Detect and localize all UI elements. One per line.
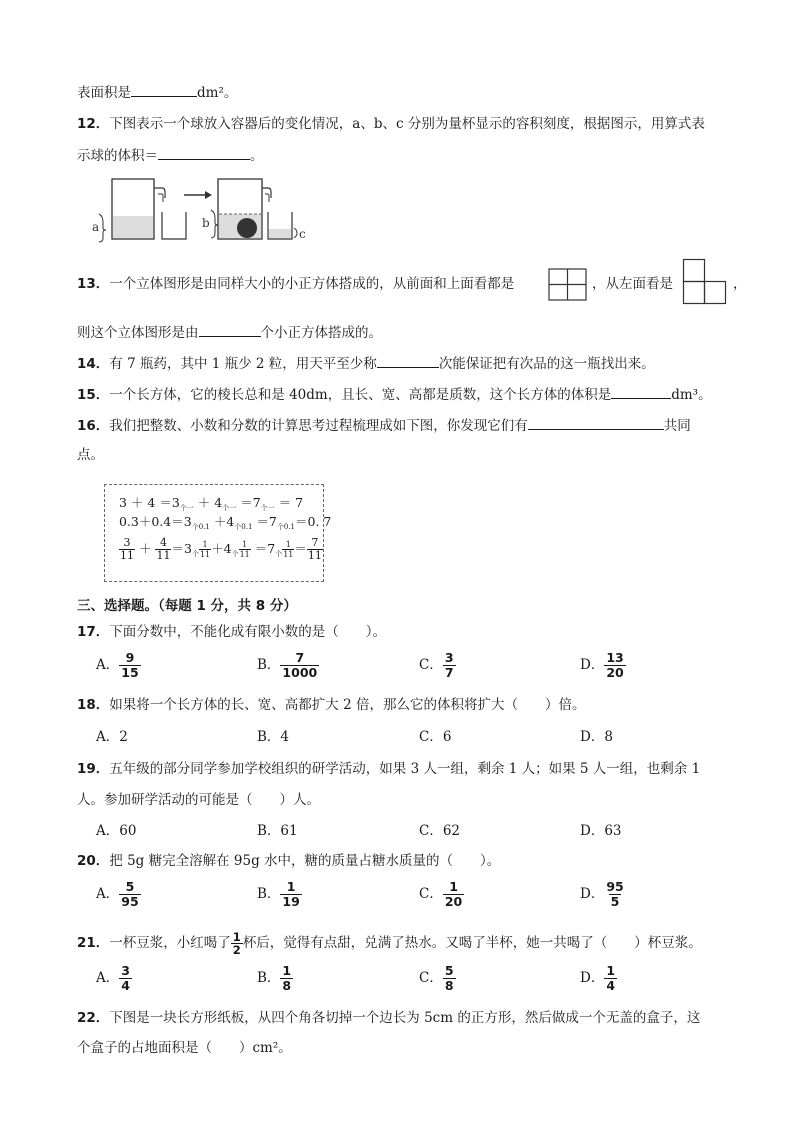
q22-line2 — [77, 1039, 292, 1057]
q13-text-3: ， — [733, 276, 747, 292]
opt-fraction — [443, 651, 456, 680]
q21 — [77, 931, 702, 956]
s2-den: 11 — [239, 550, 250, 559]
opt-label: A． — [96, 886, 120, 902]
q21-option-d[interactable] — [580, 964, 617, 993]
calc-r3-eq3: ＝ — [294, 541, 307, 556]
opt-label: B． — [257, 886, 281, 902]
container-before — [92, 179, 186, 242]
q13-text-5: 个小正方体搭成的。 — [260, 325, 382, 341]
num: 1 — [282, 963, 292, 978]
q18-option-c[interactable]: C．6 — [419, 729, 452, 745]
den: 4 — [606, 978, 616, 993]
container-after — [202, 179, 306, 241]
opt-label: D． — [580, 657, 605, 673]
q17 — [77, 623, 386, 641]
q19-option-a[interactable]: A．60 — [96, 823, 137, 839]
ball — [237, 218, 257, 238]
q12-line1 — [77, 115, 705, 133]
q16-answer-blank[interactable] — [528, 415, 664, 430]
opt-label: D． — [580, 970, 605, 986]
q12-text: 下图表示一个球放入容器后的变化情况，a、b、c 分别为量杯显示的容积刻度，根据图示，用算式表 — [109, 116, 705, 132]
opt-fraction — [119, 651, 140, 680]
q12-answer-blank[interactable] — [158, 145, 250, 160]
den: 1000 — [282, 665, 318, 680]
opt-label: A． — [96, 970, 120, 986]
num: 1 — [606, 963, 616, 978]
q20-option-a[interactable] — [96, 880, 141, 909]
opt-label: A． — [96, 657, 120, 673]
calc-r3-frac2 — [155, 537, 171, 562]
den: 5 — [610, 894, 620, 909]
section-3-heading: 三、选择题。（每题 1 分，共 8 分） — [77, 598, 297, 614]
q13-text-2-wrap — [592, 275, 673, 293]
q12-line2 — [77, 145, 264, 165]
calc-r3-s2 — [239, 540, 251, 559]
calc-r3-s1 — [199, 540, 211, 559]
q22-number: 22． — [77, 1010, 110, 1026]
calc-r3-u3: 个 — [275, 550, 283, 558]
den: 19 — [282, 894, 300, 909]
s3-num: 1 — [285, 540, 291, 549]
calc-r1-u1: 个一 — [179, 504, 194, 512]
s3-den: 11 — [283, 550, 294, 559]
q20 — [77, 852, 500, 870]
calc-r3-eq1: ＝3 — [171, 541, 192, 556]
q20-option-b[interactable] — [257, 880, 302, 909]
q21-option-a[interactable] — [96, 964, 132, 993]
den: 8 — [444, 978, 454, 993]
calc-r2-u2: 个0.1 — [234, 523, 253, 531]
q18-option-b[interactable]: B．4 — [257, 729, 290, 745]
q14 — [77, 353, 655, 373]
q22-line1 — [77, 1009, 700, 1027]
f2-den: 11 — [156, 549, 171, 562]
label-b: b — [202, 216, 210, 230]
calc-r3-s3 — [282, 540, 294, 559]
opt-fraction — [280, 651, 319, 680]
den: 20 — [606, 665, 624, 680]
den: 15 — [121, 665, 139, 680]
q13-text-2: ，从左面看是 — [592, 276, 673, 292]
q21-option-c[interactable] — [419, 964, 456, 993]
q15-unit: dm³。 — [671, 387, 712, 403]
q19-option-c[interactable]: C．62 — [419, 823, 461, 839]
q15-answer-blank[interactable] — [611, 384, 671, 399]
opt-fraction — [604, 651, 625, 680]
q22-text-2: 个盒子的占地面积是（ ）cm²。 — [77, 1040, 292, 1056]
q14-text-2: 次能保证把有次品的这一瓶找出来。 — [438, 356, 655, 372]
calc-row-fraction — [119, 537, 323, 562]
q20-number: 20． — [77, 853, 110, 869]
q13-text: 一个立体图形是由同样大小的小正方体搭成的，从前面和上面看都是 — [109, 276, 515, 292]
s2-num: 1 — [242, 540, 248, 549]
num: 13 — [606, 650, 624, 665]
num: 3 — [444, 650, 454, 665]
calc-r1-u3: 个一 — [260, 504, 275, 512]
q13-line1 — [77, 275, 514, 293]
calc-r2-a: 0.3＋0.4＝3 — [119, 514, 192, 529]
opt-fraction — [119, 880, 140, 909]
q18-number: 18． — [77, 697, 110, 713]
front-top-view-figure — [548, 268, 588, 302]
q16-text-2: 共同 — [663, 418, 691, 434]
calc-r2-d: ＝0. 7 — [295, 514, 332, 529]
q17-option-d[interactable] — [580, 651, 626, 680]
label-a: a — [92, 220, 100, 234]
den: 8 — [282, 978, 292, 993]
q20-option-c[interactable] — [419, 880, 464, 909]
q17-option-c[interactable] — [419, 651, 456, 680]
calc-r2-u1: 个0.1 — [191, 523, 210, 531]
arrow-right-icon — [184, 191, 212, 199]
calc-r3-frac1 — [119, 537, 135, 562]
opt-fraction — [443, 964, 456, 993]
q13-answer-blank[interactable] — [199, 322, 261, 337]
left-view-figure — [682, 258, 728, 308]
q20-option-d[interactable] — [580, 880, 626, 909]
opt-fraction — [443, 880, 464, 909]
den: 7 — [444, 665, 454, 680]
num: 95 — [606, 879, 624, 894]
q19-line1 — [77, 760, 700, 778]
calc-r1-a: 3 ＋ 4 ＝3 — [119, 495, 180, 510]
q17-number: 17． — [77, 624, 110, 640]
q19-option-b[interactable]: B．61 — [257, 823, 298, 839]
q15-text: 一个长方体，它的棱长总和是 40dm，且长、宽、高都是质数，这个长方体的体积是 — [109, 387, 612, 403]
q13-line2 — [77, 322, 382, 342]
q19-line2 — [77, 791, 320, 809]
q18-option-a[interactable]: A．2 — [96, 729, 128, 745]
container-diagram — [92, 172, 322, 244]
q14-text: 有 7 瓶药，其中 1 瓶少 2 粒，用天平至少称 — [109, 356, 377, 372]
calc-r3-frac3 — [307, 537, 323, 562]
q11-tail — [77, 82, 237, 102]
q13-number: 13． — [77, 276, 110, 292]
num: 1 — [232, 930, 241, 944]
q15 — [77, 384, 712, 404]
s1-den: 11 — [199, 550, 211, 559]
opt-label: C． — [419, 657, 443, 673]
calc-r2-c: ＝7 — [256, 514, 277, 529]
q18 — [77, 696, 585, 714]
num: 1 — [449, 879, 458, 894]
opt-label: D． — [580, 886, 605, 902]
calc-r1-b: ＋ 4 — [197, 495, 223, 510]
den: 20 — [444, 894, 463, 909]
den: 2 — [232, 943, 241, 957]
f2-num: 4 — [159, 536, 167, 549]
q21-text: 一杯豆浆，小红喝了 — [109, 935, 231, 951]
q21-option-b[interactable] — [257, 964, 293, 993]
q22-text: 下图是一块长方形纸板，从四个角各切掉一个边长为 5cm 的正方形，然后做成一个无盖的盒子，这 — [109, 1010, 701, 1026]
q14-answer-blank[interactable] — [377, 353, 439, 368]
q11-unit: dm²。 — [197, 85, 238, 101]
calc-r3-p2: ＋4 — [211, 541, 232, 556]
q19-option-d[interactable]: D．63 — [580, 823, 622, 839]
q19-text: 五年级的部分同学参加学校组织的研学活动，如果 3 人一组，剩余 1 人；如果 5 人一组，也剩余 1 — [109, 761, 701, 777]
q13-text-4: 则这个立体图形是由 — [77, 325, 199, 341]
f1-num: 3 — [123, 536, 131, 549]
calc-row-decimal — [119, 514, 331, 535]
opt-fraction — [280, 880, 301, 909]
q16-line1 — [77, 415, 691, 435]
num: 9 — [125, 650, 135, 665]
calc-r3-plus: ＋ — [138, 541, 152, 556]
calc-r3-eq2: ＝7 — [254, 541, 276, 556]
q19-number: 19． — [77, 761, 110, 777]
opt-label: C． — [419, 970, 443, 986]
q17-text: 下面分数中，不能化成有限小数的是（ ）。 — [109, 624, 387, 640]
calc-row-integer — [119, 495, 303, 516]
q21-fraction — [231, 931, 243, 956]
calc-r3-u1: 个 — [191, 550, 199, 558]
num: 5 — [444, 963, 454, 978]
opt-fraction — [604, 880, 625, 909]
q12-number: 12． — [77, 116, 110, 132]
opt-fraction — [604, 964, 617, 993]
opt-label: B． — [257, 970, 281, 986]
den: 95 — [121, 894, 139, 909]
q21-number: 21． — [77, 935, 110, 951]
q16-line2 — [77, 446, 104, 464]
f3-num: 7 — [311, 536, 319, 549]
label-c: c — [299, 227, 306, 241]
q16-text-3: 点。 — [77, 447, 104, 463]
q21-text-2: 杯后，觉得有点甜，兑满了热水。又喝了半杯，她一共喝了（ ）杯豆浆。 — [242, 935, 702, 951]
q18-option-d[interactable]: D．8 — [580, 729, 613, 745]
calc-r1-d: ＝ 7 — [278, 495, 304, 510]
q20-text: 把 5g 糖完全溶解在 95g 水中，糖的质量占糖水质量的（ ）。 — [109, 853, 501, 869]
q11-text: 表面积是 — [77, 85, 131, 101]
q16-number: 16． — [77, 418, 110, 434]
opt-label: C． — [419, 886, 443, 902]
calc-r3-u2: 个 — [231, 550, 239, 558]
q11-answer-blank[interactable] — [131, 82, 197, 97]
q13-text-3-wrap — [733, 275, 747, 293]
q19-text-2: 人。参加研学活动的可能是（ ）人。 — [77, 792, 320, 808]
q12-text-end: 。 — [250, 148, 264, 164]
q12-text-2: 示球的体积＝ — [77, 148, 158, 164]
calculation-box — [104, 484, 332, 582]
calc-r1-u2: 个一 — [222, 504, 237, 512]
q16-text: 我们把整数、小数和分数的计算思考过程梳理成如下图，你发现它们有 — [109, 418, 528, 434]
opt-fraction — [280, 964, 293, 993]
opt-label: B． — [257, 657, 281, 673]
q18-text: 如果将一个长方体的长、宽、高都扩大 2 倍，那么它的体积将扩大（ ）倍。 — [109, 697, 586, 713]
q14-number: 14． — [77, 356, 110, 372]
q15-number: 15． — [77, 387, 110, 403]
f3-den: 11 — [307, 549, 322, 562]
q17-option-a[interactable] — [96, 651, 141, 680]
calc-r2-u3: 个0.1 — [276, 523, 296, 531]
den: 4 — [121, 978, 130, 993]
opt-fraction — [119, 964, 132, 993]
q17-option-b[interactable] — [257, 651, 319, 680]
num: 7 — [295, 650, 305, 665]
num: 1 — [286, 879, 296, 894]
calc-r2-b: ＋4 — [213, 514, 235, 529]
s1-num: 1 — [202, 540, 208, 549]
num: 3 — [121, 963, 130, 978]
num: 5 — [125, 879, 135, 894]
f1-den: 11 — [120, 549, 134, 562]
calc-r1-c: ＝7 — [240, 495, 261, 510]
